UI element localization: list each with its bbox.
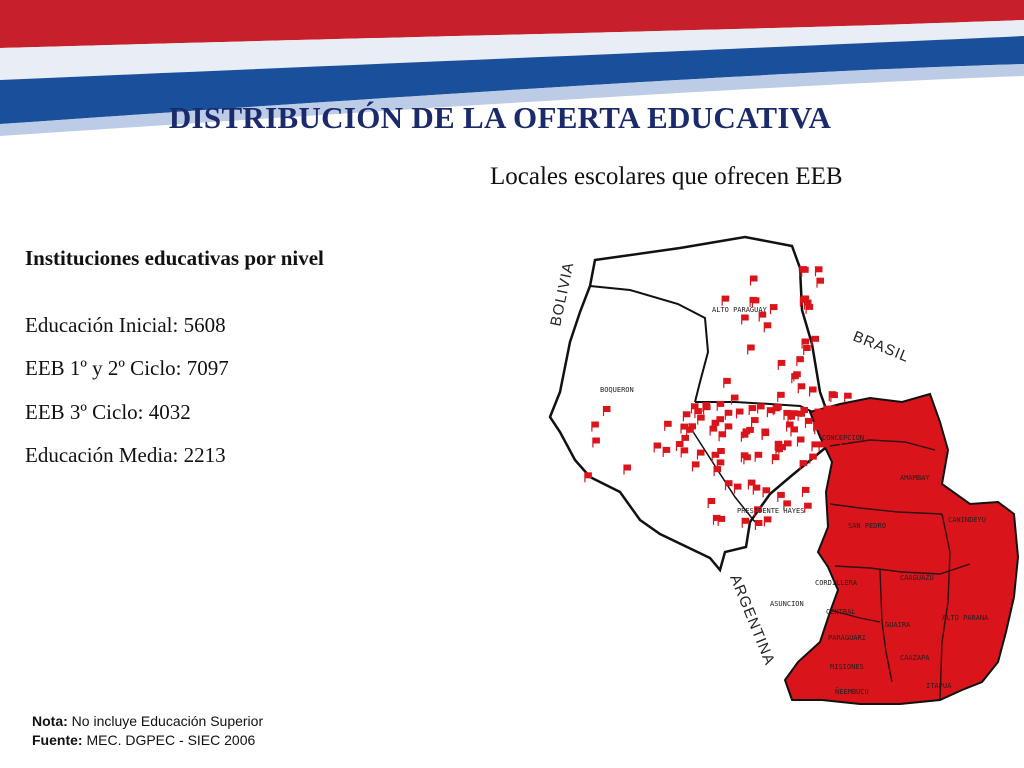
country-label-bolivia: BOLIVIA	[547, 260, 578, 328]
school-marker	[592, 422, 599, 428]
school-marker	[744, 454, 751, 460]
region-label-boqueron: BOQUERON	[600, 386, 634, 394]
school-marker	[806, 304, 813, 310]
school-marker	[683, 411, 690, 417]
school-marker	[773, 405, 780, 411]
school-marker	[798, 437, 805, 443]
school-marker	[735, 484, 742, 490]
school-marker	[624, 465, 631, 471]
region-label-caaguazu: CAAGUAZU	[900, 574, 934, 582]
school-marker	[810, 454, 817, 460]
school-marker	[824, 406, 831, 412]
country-label-argentina: ARGENTINA	[726, 572, 779, 668]
school-marker	[819, 441, 826, 447]
stat-educacion-inicial: Educación Inicial: 5608	[25, 313, 226, 337]
school-marker	[755, 520, 762, 526]
school-marker	[753, 485, 760, 491]
school-marker	[747, 427, 754, 433]
school-marker	[817, 278, 824, 284]
school-marker	[722, 296, 729, 302]
region-label-concepcion: CONCEPCION	[822, 434, 865, 442]
school-marker	[681, 424, 688, 430]
school-marker	[725, 410, 732, 416]
school-marker	[751, 276, 758, 282]
school-marker	[692, 403, 699, 409]
school-marker	[762, 430, 769, 436]
region-label-neembucu: ÑEEMBUCU	[835, 688, 869, 696]
school-marker	[798, 383, 805, 389]
region-label-canindeyu: CANINDEYU	[948, 516, 986, 524]
school-marker	[778, 492, 785, 498]
school-marker	[816, 266, 823, 272]
school-marker	[714, 466, 721, 472]
fuente-line	[32, 731, 263, 750]
school-marker	[737, 409, 744, 415]
school-marker	[845, 393, 852, 399]
school-marker	[771, 304, 778, 310]
school-marker	[802, 339, 809, 345]
region-label-cordillera: CORDILLERA	[815, 579, 858, 587]
school-marker	[742, 315, 749, 321]
school-marker	[831, 392, 838, 398]
footnote	[32, 712, 263, 750]
school-marker	[698, 415, 705, 421]
school-marker	[689, 423, 696, 429]
school-marker	[794, 371, 801, 377]
school-marker	[710, 426, 717, 432]
region-label-presidente-hayes: PRESIDENTE HAYES	[737, 507, 805, 515]
region-label-guaira: GUAIRA	[885, 621, 911, 629]
stat-educacion-media: Educación Media: 2213	[25, 443, 226, 467]
fuente-label: Fuente:	[32, 732, 83, 748]
school-marker	[693, 461, 700, 467]
school-marker	[752, 417, 759, 423]
slide-title: DISTRIBUCIÓN DE LA OFERTA EDUCATIVA	[168, 100, 832, 135]
school-marker	[742, 518, 749, 524]
nota-label: Nota:	[32, 713, 68, 729]
nota-line	[32, 712, 263, 731]
school-marker	[803, 487, 810, 493]
stat-eeb-1-2-ciclo: EEB 1º y 2º Ciclo: 7097	[25, 356, 229, 380]
stats-heading: Instituciones educativas por nivel	[25, 246, 324, 270]
school-marker	[784, 500, 791, 506]
school-marker	[849, 425, 856, 431]
school-marker	[778, 360, 785, 366]
school-marker	[764, 516, 771, 522]
school-marker	[717, 401, 724, 407]
school-marker	[788, 414, 795, 420]
region-label-alto-parana: ALTO PARANA	[942, 614, 989, 622]
fuente-text: MEC. DGPEC - SIEC 2006	[82, 732, 256, 748]
school-marker	[810, 387, 817, 393]
school-marker	[712, 452, 719, 458]
school-marker	[805, 503, 812, 509]
school-marker	[604, 406, 611, 412]
region-label-caazapa: CAAZAPA	[900, 654, 930, 662]
school-marker	[593, 438, 600, 444]
school-marker	[806, 418, 813, 424]
school-marker	[717, 459, 724, 465]
school-marker	[764, 322, 771, 328]
map-caption: Locales escolares que ofrecen EEB	[490, 163, 843, 190]
school-marker	[712, 420, 719, 426]
school-marker	[665, 421, 672, 427]
school-marker	[654, 443, 661, 449]
school-marker	[748, 345, 755, 351]
school-marker	[732, 395, 739, 401]
school-marker	[718, 516, 725, 522]
school-marker	[725, 423, 732, 429]
school-marker	[758, 403, 765, 409]
school-marker	[726, 480, 733, 486]
paraguay-map	[530, 222, 1024, 768]
country-label-brasil: BRASIL	[850, 327, 912, 366]
school-marker	[778, 392, 785, 398]
region-label-amambay: AMAMBAY	[900, 474, 930, 482]
school-marker	[752, 297, 759, 303]
region-label-alto-paraguay: ALTO PARAGUAY	[712, 306, 767, 314]
school-marker	[851, 416, 858, 422]
school-marker	[585, 472, 592, 478]
school-marker	[719, 431, 726, 437]
school-marker	[797, 356, 804, 362]
region-label-asuncion: ASUNCION	[770, 600, 804, 608]
nota-text: No incluye Educación Superior	[67, 713, 264, 729]
school-marker	[755, 452, 762, 458]
school-marker	[802, 267, 809, 273]
school-marker	[708, 498, 715, 504]
school-marker	[800, 460, 807, 466]
school-marker	[812, 441, 819, 447]
school-marker	[663, 447, 670, 453]
school-marker	[804, 345, 811, 351]
school-marker	[791, 426, 798, 432]
school-marker	[724, 378, 731, 384]
school-marker	[681, 447, 688, 453]
school-marker	[682, 435, 689, 441]
region-label-misiones: MISIONES	[830, 663, 864, 671]
school-marker	[749, 405, 756, 411]
stat-eeb-3-ciclo: EEB 3º Ciclo: 4032	[25, 400, 191, 424]
school-marker	[772, 454, 779, 460]
school-marker	[801, 407, 808, 413]
school-marker	[698, 450, 705, 456]
school-marker	[815, 409, 822, 415]
school-marker	[703, 402, 710, 408]
school-marker	[800, 297, 807, 303]
school-marker	[779, 444, 786, 450]
school-marker	[815, 424, 822, 430]
region-label-itapua: ITAPUA	[926, 682, 952, 690]
region-label-paraguari: PARAGUARI	[828, 634, 866, 642]
region-label-central: CENTRAL	[826, 608, 856, 616]
school-marker	[763, 487, 770, 493]
school-marker	[677, 441, 684, 447]
region-label-san-pedro: SAN PEDRO	[848, 522, 886, 530]
school-marker	[812, 336, 819, 342]
